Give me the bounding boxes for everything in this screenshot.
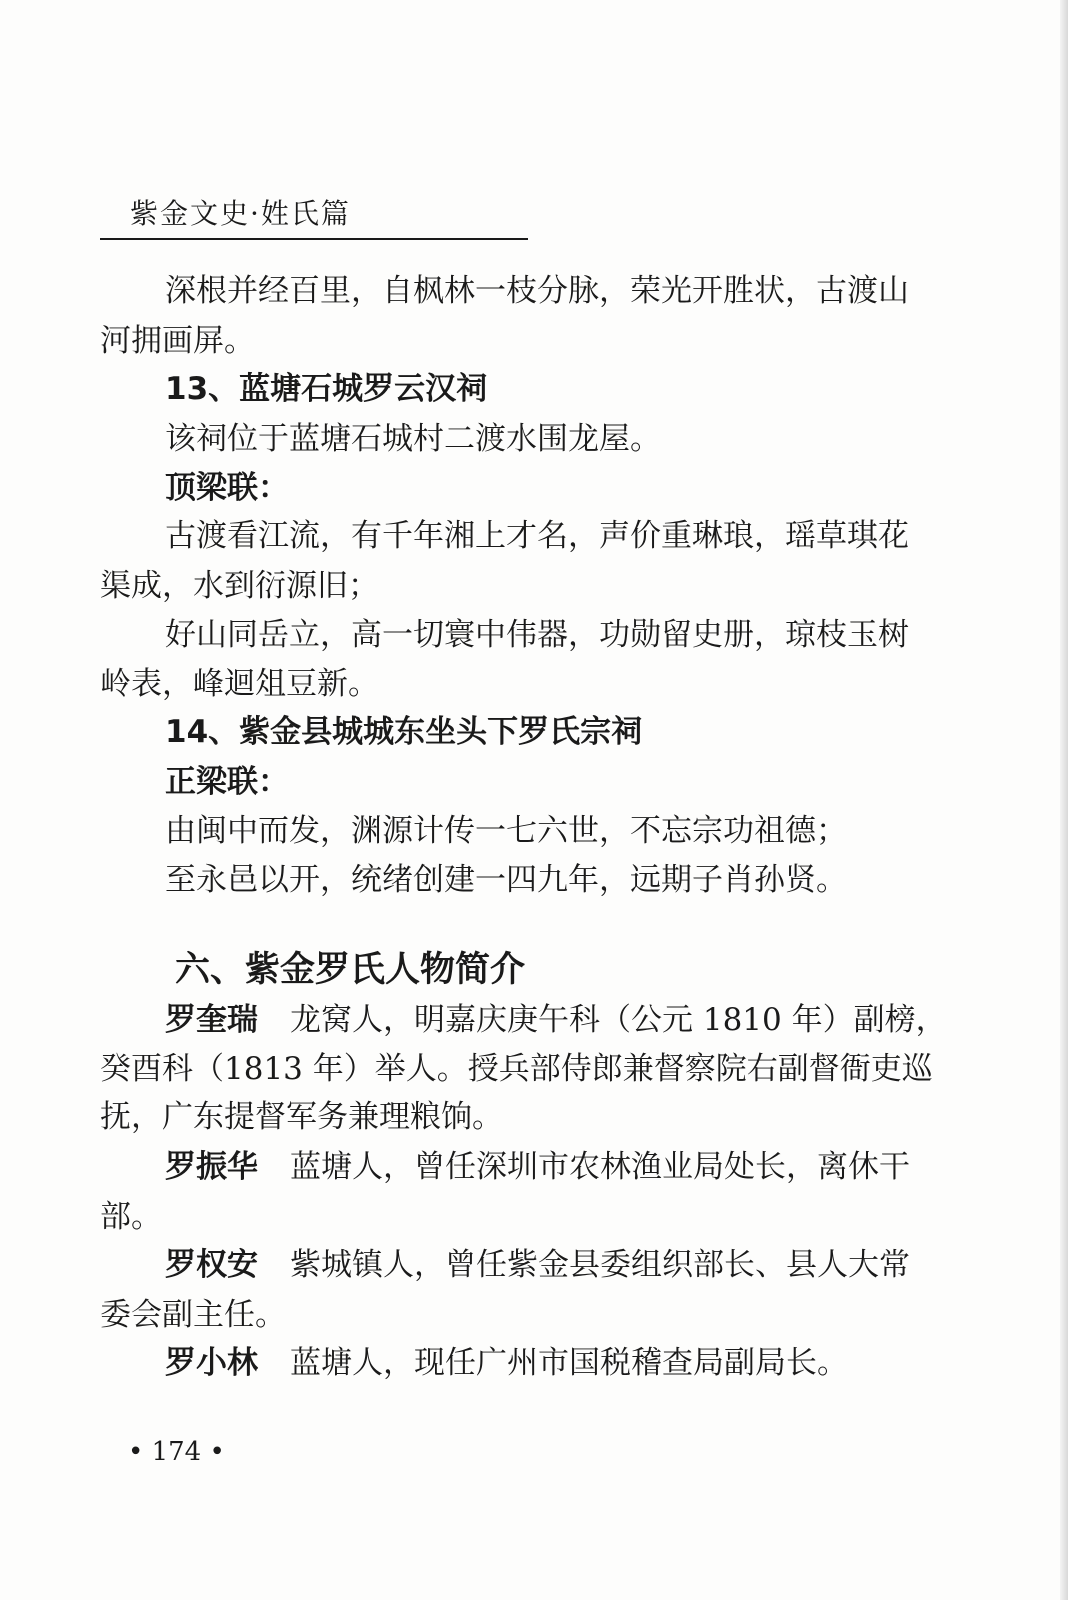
person-name: 罗权安 (165, 1247, 258, 1283)
person-text: 紫城镇人，曾任紫金县委组织部长、县人大常 (290, 1247, 910, 1283)
text-line: 癸酉科（1813 年）举人。授兵部侍郎兼督察院右副督衙吏巡 (100, 1051, 933, 1087)
label-line (165, 468, 289, 508)
couplet-label: 顶梁联： (165, 470, 289, 506)
person-entry (165, 1147, 910, 1187)
text-line: 部。 (100, 1199, 162, 1235)
running-head: 紫金文史·姓氏篇 (130, 197, 351, 230)
subheading-line (165, 712, 642, 752)
text-line: 古渡看江流，有千年湘上才名，声价重琳琅，瑶草琪花 (165, 518, 909, 554)
text-line: 该祠位于蓝塘石城村二渡水围龙屋。 (165, 421, 661, 457)
text-line: 岭表，峰迴俎豆新。 (100, 666, 379, 702)
text-line: 委会副主任。 (100, 1297, 286, 1333)
subheading-text: 14、紫金县城城东坐头下罗氏宗祠 (165, 714, 643, 750)
page-number: • 174 • (128, 1437, 225, 1467)
person-entry (165, 1245, 910, 1285)
text-line: 渠成，水到衍源旧； (100, 568, 379, 604)
person-text: 蓝塘人，现任广州市国税稽查局副局长。 (290, 1345, 848, 1381)
text-line: 河拥画屏。 (100, 323, 255, 359)
text-line: 深根并经百里，自枫林一枝分脉，荣光开胜状，古渡山 (165, 273, 909, 309)
text-line: 由闽中而发，渊源计传一七六世，不忘宗功祖德； (165, 813, 847, 849)
subheading-line (165, 369, 487, 409)
section-title: 六、紫金罗氏人物简介 (175, 950, 526, 990)
header-rule (100, 238, 528, 240)
person-text: 蓝塘人，曾任深圳市农林渔业局处长，离休干 (290, 1149, 910, 1185)
couplet-label: 正梁联： (165, 764, 289, 800)
person-entry (165, 1343, 848, 1383)
person-name: 罗小林 (165, 1345, 258, 1381)
subheading-text: 13、蓝塘石城罗云汉祠 (165, 371, 488, 407)
scan-edge (1060, 0, 1068, 1600)
text-line: 抚，广东提督军务兼理粮饷。 (100, 1099, 503, 1135)
text-line: 好山同岳立，高一切寰中伟器，功勋留史册，琼枝玉树 (165, 617, 909, 653)
label-line (165, 762, 289, 802)
person-name: 罗奎瑞 (165, 1002, 258, 1038)
text-line: 至永邑以开，统绪创建一四九年，远期子肖孙贤。 (165, 862, 847, 898)
person-name: 罗振华 (165, 1149, 258, 1185)
person-entry (165, 1000, 947, 1040)
person-text: 龙窝人，明嘉庆庚午科（公元 1810 年）副榜， (290, 1002, 947, 1038)
